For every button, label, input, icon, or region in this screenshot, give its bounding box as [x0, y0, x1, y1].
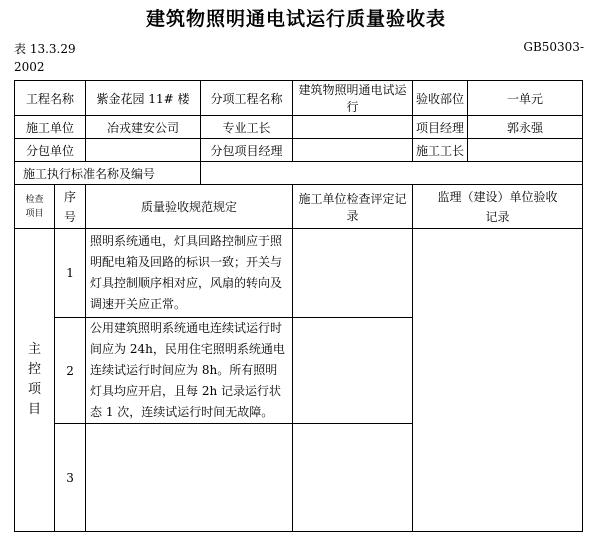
acceptance-part-label: 验收部位: [413, 81, 468, 116]
foreman-label: 专业工长: [201, 116, 293, 139]
category-main-control: 主控项目: [15, 229, 55, 532]
form-number: [14, 40, 76, 76]
project-name-value: 紫金花园 11# 楼: [86, 81, 201, 116]
acceptance-table: [14, 80, 583, 532]
sub-manager-value: [293, 139, 413, 162]
team-leader-label: 施工工长: [413, 139, 468, 162]
info-row-1: [15, 81, 583, 116]
col-contractor-record: 施工单位检查评定记录: [293, 185, 413, 229]
info-row-2: [15, 116, 583, 139]
contractor-record-cell: [293, 424, 413, 532]
contractor-record-cell: [293, 229, 413, 318]
project-name-label: 工程名称: [15, 81, 86, 116]
subproject-label: 分项工程名称: [201, 81, 293, 116]
col-supervisor-record: 监理（建设）单位验收记录: [413, 185, 583, 229]
info-row-3: [15, 139, 583, 162]
project-manager-label: 项目经理: [413, 116, 468, 139]
construction-unit-label: 施工单位: [15, 116, 86, 139]
col-check-item: 检查项目: [15, 185, 55, 229]
info-row-4: [15, 162, 583, 185]
row-number: 2: [55, 318, 86, 424]
supervisor-record-cell: [413, 229, 583, 532]
table-row: [15, 229, 583, 318]
spec-text: 照明系统通电，灯具回路控制应于照明配电箱及回路的标识一致；开关与灯具控制顺序相对应，风扇的转向及调速开关应正常。: [86, 229, 293, 318]
row-number: 3: [55, 424, 86, 532]
spec-text: [86, 424, 293, 532]
column-header-row: [15, 185, 583, 229]
page-title: 建筑物照明通电试运行质量验收表: [145, 8, 446, 30]
sub-manager-label: 分包项目经理: [201, 139, 293, 162]
row-number: 1: [55, 229, 86, 318]
foreman-value: [293, 116, 413, 139]
standard-value: [201, 162, 583, 185]
col-spec: 质量验收规范规定: [86, 185, 293, 229]
acceptance-part-value: 一单元: [468, 81, 583, 116]
col-seq: 序号: [55, 185, 86, 229]
subcontractor-label: 分包单位: [15, 139, 86, 162]
subproject-value: 建筑物照明通电试运行: [293, 81, 413, 116]
form-label: 表 13.3.29: [14, 42, 76, 56]
contractor-record-cell: [293, 318, 413, 424]
form-year: 2002: [14, 60, 45, 74]
standard-label: 施工执行标准名称及编号: [15, 162, 201, 185]
spec-text: 公用建筑照明系统通电连续试运行时间应为 24h，民用住宅照明系统通电连续试运行时间应为 8h。所有照明灯具均应开启，且每 2h 记录运行状态 1 次，连续试运行时间无故障。: [86, 318, 293, 424]
subcontractor-value: [86, 139, 201, 162]
project-manager-value: 郭永强: [468, 116, 583, 139]
team-leader-value: [468, 139, 583, 162]
standard-code: GB50303-: [523, 40, 584, 54]
construction-unit-value: 冶戎建安公司: [86, 116, 201, 139]
